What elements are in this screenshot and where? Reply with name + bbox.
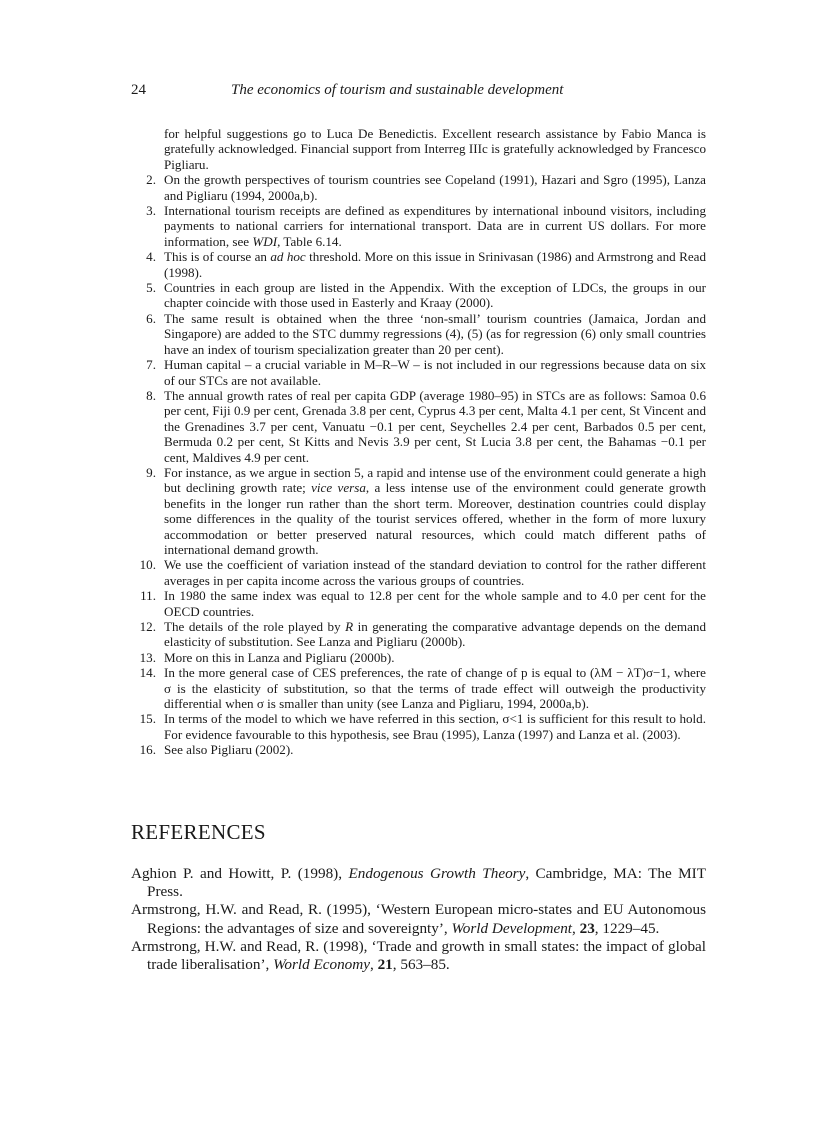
note-text: in generating the comparative advantage depends on the demand elasticity of substitution. See Lanza and Pigliaru (2000b). — [164, 619, 706, 650]
note-number: 2. — [146, 172, 156, 188]
note-text: International tourism receipts are defined as expenditures by international inbound visitors, including payments to national carriers for international transport. Data are in current US dollars. For more information, see — [164, 203, 706, 249]
note-italic: R — [345, 619, 354, 634]
references-heading: REFERENCES — [131, 820, 266, 844]
note-text: The same result is obtained when the three ‘non-small’ tourism countries (Jamaica, Jordan and Singapore) are added to the STC dummy regressions (4), (5) (as for regression (6) only small countries have an index of tourism specialization greater than 20 per cent). — [164, 310, 706, 357]
note-1-continued — [131, 126, 706, 172]
note-text: for helpful suggestions go to Luca De Benedictis. Excellent research assistance by Fabio Manca is gratefully acknowledged. Financial support from Interreg IIIc is gratefully acknowledged by Francesco Pigliaru. — [164, 126, 706, 172]
note-number: 16. — [139, 742, 156, 758]
note — [131, 711, 706, 742]
reference-list — [131, 865, 706, 974]
note — [131, 280, 706, 311]
note — [131, 619, 706, 650]
ref-title: Endogenous Growth Theory — [348, 865, 526, 882]
note-number: 6. — [146, 310, 156, 326]
ref-sep: , — [572, 919, 580, 937]
ref-volume: 23 — [579, 919, 595, 937]
note-number: 10. — [139, 557, 156, 573]
note-text: The details of the role played by — [164, 619, 346, 634]
note-text: For instance, as we argue in section 5, a rapid and intense use of the environment could generate a high but declining growth rate; — [164, 464, 706, 496]
running-header — [131, 82, 706, 102]
note-number: 15. — [139, 711, 156, 727]
ref-text: Armstrong, H.W. and Read, R. (1995), ‘Western European micro-states and EU Autonomous Regions: the advantages of size and sovereignty’, — [131, 901, 706, 937]
note — [131, 249, 706, 280]
note — [131, 357, 706, 388]
note — [131, 311, 706, 357]
note — [131, 172, 706, 203]
note-number: 3. — [146, 203, 156, 219]
ref-text: , 563–85. — [392, 956, 450, 974]
note-text: More on this in Lanza and Pigliaru (2000b). — [164, 649, 395, 665]
ref-text: , Cambridge, MA: The MIT Press. — [147, 865, 706, 901]
note-italic: vice versa — [311, 480, 366, 496]
note-number: 4. — [146, 249, 156, 265]
note-text: In 1980 the same index was equal to 12.8 per cent for the whole sample and to 4.0 per cent for the OECD countries. — [164, 588, 706, 619]
note-number: 7. — [146, 357, 156, 373]
note-number: 5. — [146, 280, 156, 296]
note-text: threshold. More on this issue in Srinivasan (1986) and Armstrong and Read (1998). — [164, 249, 706, 280]
note-text: We use the coefficient of variation instead of the standard deviation to control for the rather different averages in per capita income across the various groups of countries. — [164, 557, 706, 588]
ref-journal: World Economy — [273, 956, 370, 974]
note-italic: WDI — [252, 233, 278, 249]
ref-sep: , — [369, 956, 378, 974]
note-number: 9. — [146, 464, 156, 480]
note-number: 13. — [139, 649, 156, 665]
note-text: Human capital – a crucial variable in M–R–W – is not included in our regressions because data on six of our STCs are not available. — [164, 357, 706, 388]
note — [131, 465, 706, 557]
ref-text: Armstrong, H.W. and Read, R. (1998), ‘Trade and growth in small states: the impact of global trade liberalisation’, — [131, 937, 706, 974]
running-title: The economics of tourism and sustainable development — [231, 82, 564, 98]
reference-item — [131, 901, 706, 937]
ref-volume: 21 — [377, 956, 393, 974]
note-text: This is of course an — [164, 249, 271, 265]
note-number: 12. — [139, 619, 156, 634]
page-number: 24 — [131, 82, 146, 98]
note-text: The annual growth rates of real per capita GDP (average 1980–95) in STCs are as follows: Samoa 0.6 per cent, Fiji 0.9 per cent, Grenada 3.8 per cent, Cyprus 4.3 per cent, Malta 4.1 per cent, St Vincent and the Grenadines 3.7 per cent, Vanuatu −0.1 per cent, Seychelles 2.4 per cent, Barbados 0.5 per cent, Bermuda 0.2 per cent, St Kitts and Nevis 3.9 per cent, St Lucia 3.8 per cent, the Bahamas −0.1 per cent, Maldives 4.9 per cent. — [164, 387, 706, 465]
ref-text: Aghion P. and Howitt, P. (1998), — [131, 865, 349, 882]
note-text: Countries in each group are listed in the Appendix. With the exception of LDCs, the groups in our chapter coincide with those used in Easterly and Kraay (2000). — [164, 280, 706, 311]
reference-item — [131, 865, 706, 901]
note-text: See also Pigliaru (2002). — [164, 742, 294, 758]
note-text: In terms of the model to which we have referred in this section, σ<1 is sufficient for this result to hold. For evidence favourable to this hypothesis, see Brau (1995), Lanza (1997) and Lanza et al. (2003). — [164, 711, 706, 742]
ref-journal: World Development — [451, 919, 573, 937]
note-number: 11. — [140, 588, 156, 604]
note-text: , Table 6.14. — [277, 233, 342, 249]
note-italic: ad hoc — [270, 249, 306, 265]
reference-item — [131, 938, 706, 974]
ref-text: , 1229–45. — [594, 919, 660, 937]
note — [131, 650, 706, 665]
note — [131, 388, 706, 465]
note-text: , a less intense use of the environment could generate growth benefits in the longer run rather than the short term. Moreover, destination countries could display some differences in the quality of the tourist services offered, whether in the form of more luxury accommodation or better preserved natural resources, which could match different paths of international demand growth. — [164, 480, 706, 557]
note — [131, 742, 706, 757]
note-text: On the growth perspectives of tourism countries see Copeland (1991), Hazari and Sgro (1995), Lanza and Pigliaru (1994, 2000a,b). — [164, 172, 706, 203]
note-text: In the more general case of CES preferences, the rate of change of p is equal to (λM − λT)σ−1, where σ is the elasticity of substitution, so that the terms of trade effect will outweigh the productivity differential when σ is smaller than unity (see Lanza and Pigliaru, 1994, 2000a,b). — [164, 665, 706, 712]
endnotes — [131, 126, 706, 758]
note-number: 8. — [146, 387, 156, 403]
note — [131, 665, 706, 711]
note — [131, 557, 706, 588]
note-number: 14. — [139, 665, 156, 681]
note — [131, 588, 706, 619]
note — [131, 203, 706, 249]
